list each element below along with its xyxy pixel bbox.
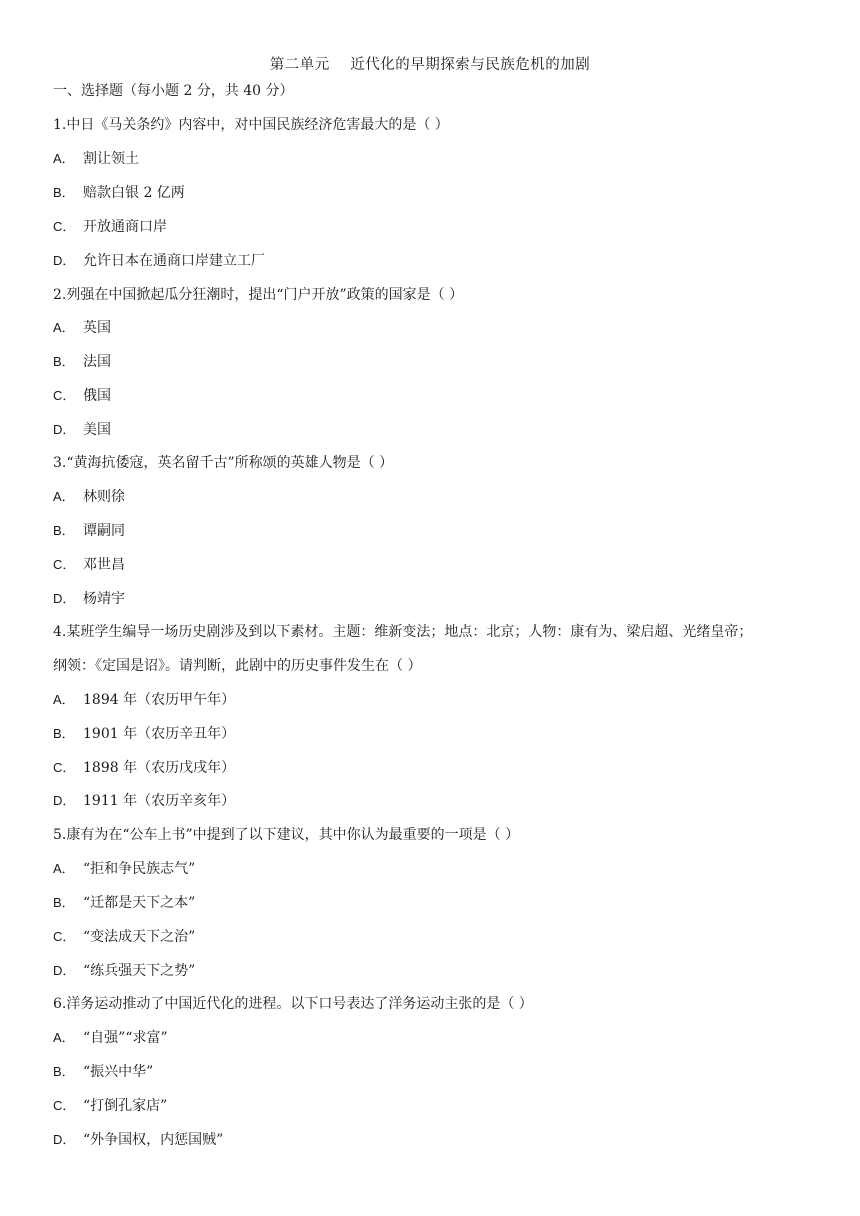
question-1-option-c xyxy=(53,217,167,237)
option-letter: D． xyxy=(53,963,76,978)
page-title: 第二单元 近代化的早期探索与民族危机的加剧 xyxy=(269,57,591,73)
option-letter: A． xyxy=(53,1030,75,1045)
option-text: “变法成天下之治” xyxy=(83,929,196,945)
question-5-stem: 5.康有为在“公车上书”中提到了以下建议，其中你认为最重要的一项是（ ） xyxy=(53,827,520,843)
question-4-option-b xyxy=(53,724,235,744)
question-5-option-c xyxy=(53,927,195,947)
option-letter: A． xyxy=(53,692,75,707)
option-text: 1911 年（农历辛亥年） xyxy=(83,793,236,809)
option-letter: B． xyxy=(53,185,75,200)
option-text: “迁都是天下之本” xyxy=(83,895,196,911)
option-text: “练兵强天下之势” xyxy=(83,963,196,979)
option-text: “自强”“求富” xyxy=(83,1030,168,1046)
option-text: 法国 xyxy=(83,354,111,370)
option-letter: D． xyxy=(53,253,76,268)
option-text: 允许日本在通商口岸建立工厂 xyxy=(83,253,265,269)
option-letter: A． xyxy=(53,489,75,504)
question-1-stem: 1.中日《马关条约》内容中，对中国民族经济危害最大的是（ ） xyxy=(53,117,449,133)
question-3-option-a xyxy=(53,487,125,507)
question-4-option-d xyxy=(53,791,235,811)
option-text: 割让领土 xyxy=(83,151,139,167)
section-heading: 一、选择题（每小题 2 分，共 40 分） xyxy=(53,83,294,99)
option-letter: B． xyxy=(53,1064,75,1079)
question-3-option-b xyxy=(53,521,125,541)
question-6-option-c xyxy=(53,1096,167,1116)
question-4-option-a xyxy=(53,690,235,710)
question-3-option-d xyxy=(53,589,125,609)
option-letter: C． xyxy=(53,929,76,944)
option-letter: C． xyxy=(53,1098,76,1113)
option-text: 赔款白银 2 亿两 xyxy=(83,185,185,201)
question-2-option-b xyxy=(53,352,111,372)
question-6-option-b xyxy=(53,1062,153,1082)
option-letter: B． xyxy=(53,726,75,741)
option-text: 林则徐 xyxy=(83,489,125,505)
question-4-option-c xyxy=(53,758,235,778)
question-1-option-b xyxy=(53,183,185,203)
option-text: “拒和争民族志气” xyxy=(83,861,196,877)
option-text: 开放通商口岸 xyxy=(83,219,167,235)
question-5-option-a xyxy=(53,859,195,879)
question-1-option-a xyxy=(53,149,139,169)
question-6-stem: 6.洋务运动推动了中国近代化的进程。以下口号表达了洋务运动主张的是（ ） xyxy=(53,996,533,1012)
option-letter: C． xyxy=(53,219,76,234)
option-letter: A． xyxy=(53,861,75,876)
option-letter: D． xyxy=(53,793,76,808)
option-letter: A． xyxy=(53,320,75,335)
option-letter: C． xyxy=(53,760,76,775)
question-6-option-d xyxy=(53,1130,223,1150)
option-letter: A． xyxy=(53,151,75,166)
question-3-stem: 3.“黄海抗倭寇，英名留千古”所称颂的英雄人物是（ ） xyxy=(53,455,394,471)
option-text: 邓世昌 xyxy=(83,557,125,573)
question-2-option-c xyxy=(53,386,111,406)
question-4-stem-continued: 纲领：《定国是诏》。请判断，此剧中的历史事件发生在（ ） xyxy=(53,658,422,674)
question-5-option-b xyxy=(53,893,195,913)
question-3-option-c xyxy=(53,555,125,575)
question-2-option-a xyxy=(53,318,111,338)
option-letter: B． xyxy=(53,354,75,369)
option-letter: D． xyxy=(53,1132,76,1147)
option-letter: C． xyxy=(53,388,76,403)
option-text: 1894 年（农历甲午年） xyxy=(83,692,236,708)
option-letter: B． xyxy=(53,895,75,910)
option-text: 1901 年（农历辛丑年） xyxy=(83,726,236,742)
option-text: “振兴中华” xyxy=(83,1064,154,1080)
question-2-stem: 2.列强在中国掀起瓜分狂潮时，提出“门户开放”政策的国家是（ ） xyxy=(53,287,464,303)
option-text: 俄国 xyxy=(83,388,111,404)
option-text: “外争国权，内惩国贼” xyxy=(83,1132,224,1148)
option-letter: D． xyxy=(53,591,76,606)
option-text: 1898 年（农历戊戌年） xyxy=(83,760,236,776)
question-6-option-a xyxy=(53,1028,168,1048)
option-text: “打倒孔家店” xyxy=(83,1098,168,1114)
option-text: 杨靖宇 xyxy=(83,591,125,607)
option-letter: B． xyxy=(53,523,75,538)
option-letter: C． xyxy=(53,557,76,572)
question-4-stem: 4.某班学生编导一场历史剧涉及到以下素材。主题：维新变法；地点：北京；人物：康有为、梁启超、光绪皇帝； xyxy=(53,624,753,640)
option-text: 美国 xyxy=(83,422,111,438)
option-text: 谭嗣同 xyxy=(83,523,125,539)
question-1-option-d xyxy=(53,251,265,271)
question-5-option-d xyxy=(53,961,195,981)
option-letter: D． xyxy=(53,422,76,437)
question-2-option-d xyxy=(53,420,111,440)
option-text: 英国 xyxy=(83,320,111,336)
